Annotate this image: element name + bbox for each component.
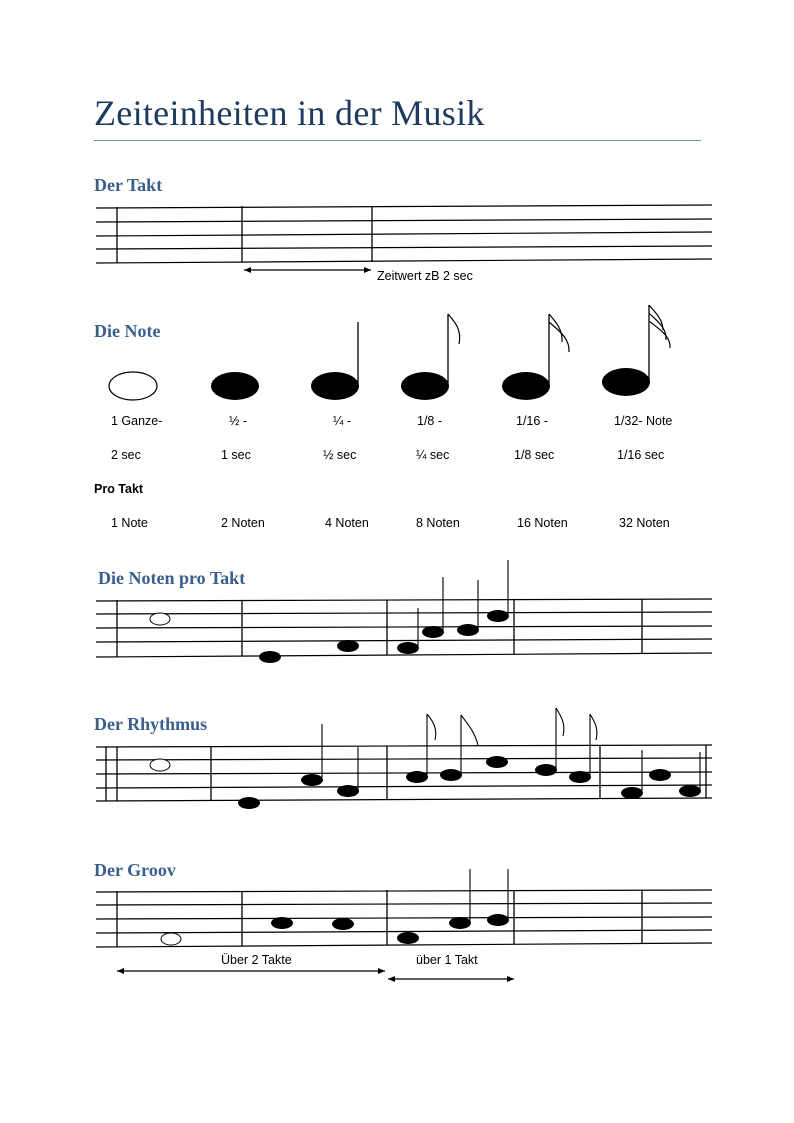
rh-note-3 [301,774,323,786]
gr-note-6 [487,914,509,926]
whole-note [109,372,157,400]
npt-half-note-1 [259,651,281,663]
note-name-thirtysecond: 1/32- Note [614,414,673,428]
noten-pro-takt-notes [150,560,509,663]
quarter-note [311,322,359,400]
heading-der-takt: Der Takt [94,175,163,195]
npt-quarter-note-3 [457,624,479,636]
per-measure-quarter: 4 Noten [325,516,369,530]
page-title: Zeiteinheiten in der Musik [94,93,485,133]
rh-note-2 [238,797,260,809]
heading-noten-pro-takt: Die Noten pro Takt [98,568,246,588]
takt-time-annotation: Zeitwert zB 2 sec [377,269,473,283]
thirtysecond-note [602,305,670,396]
gr-note-3 [332,918,354,930]
sixteenth-note [502,314,569,400]
rh-note-11 [649,769,671,781]
rh-note-10 [621,787,643,799]
npt-quarter-note-1 [397,642,419,654]
rh-note-8 [535,764,557,776]
note-name-whole: 1 Ganze- [111,414,163,428]
per-measure-eighth: 8 Noten [416,516,460,530]
groov-span-one-measure: über 1 Takt [416,953,478,967]
eighth-note [401,314,460,400]
heading-der-groov: Der Groov [94,860,176,880]
rh-note-6 [440,769,462,781]
note-name-sixteenth: 1/16 - [516,414,548,428]
per-measure-thirtysecond: 32 Noten [619,516,670,530]
note-duration-sixteenth: 1/8 sec [514,448,555,462]
per-measure-half: 2 Noten [221,516,265,530]
note-duration-eighth: ¼ sec [416,448,450,462]
heading-die-note: Die Note [94,321,161,341]
gr-note-2 [271,917,293,929]
rh-note-12 [679,785,701,797]
rh-note-7 [486,756,508,768]
rh-note-5 [406,771,428,783]
rh-note-9 [569,771,591,783]
npt-half-note-2 [337,640,359,652]
note-duration-thirtysecond: 1/16 sec [617,448,665,462]
gr-note-5 [449,917,471,929]
heading-der-rhythmus: Der Rhythmus [94,714,208,734]
note-name-half: ½ - [229,414,248,428]
gr-note-1 [161,933,181,945]
npt-quarter-note-4 [487,610,509,622]
npt-whole-note [150,613,170,625]
pro-takt-label: Pro Takt [94,482,144,496]
note-duration-whole: 2 sec [111,448,141,462]
groov-notes [161,869,509,945]
rh-note-4 [337,785,359,797]
note-duration-quarter: ½ sec [323,448,357,462]
note-duration-half: 1 sec [221,448,251,462]
rhythmus-staff [96,745,712,801]
gr-note-4 [397,932,419,944]
npt-quarter-note-2 [422,626,444,638]
per-measure-whole: 1 Note [111,516,148,530]
half-note [211,372,259,400]
groov-span-two-measures: Über 2 Takte [221,953,292,967]
takt-staff [96,205,712,263]
note-name-eighth: 1/8 - [417,414,443,428]
rh-note-1 [150,759,170,771]
per-measure-sixteenth: 16 Noten [517,516,568,530]
note-name-quarter: ¼ - [333,414,352,428]
